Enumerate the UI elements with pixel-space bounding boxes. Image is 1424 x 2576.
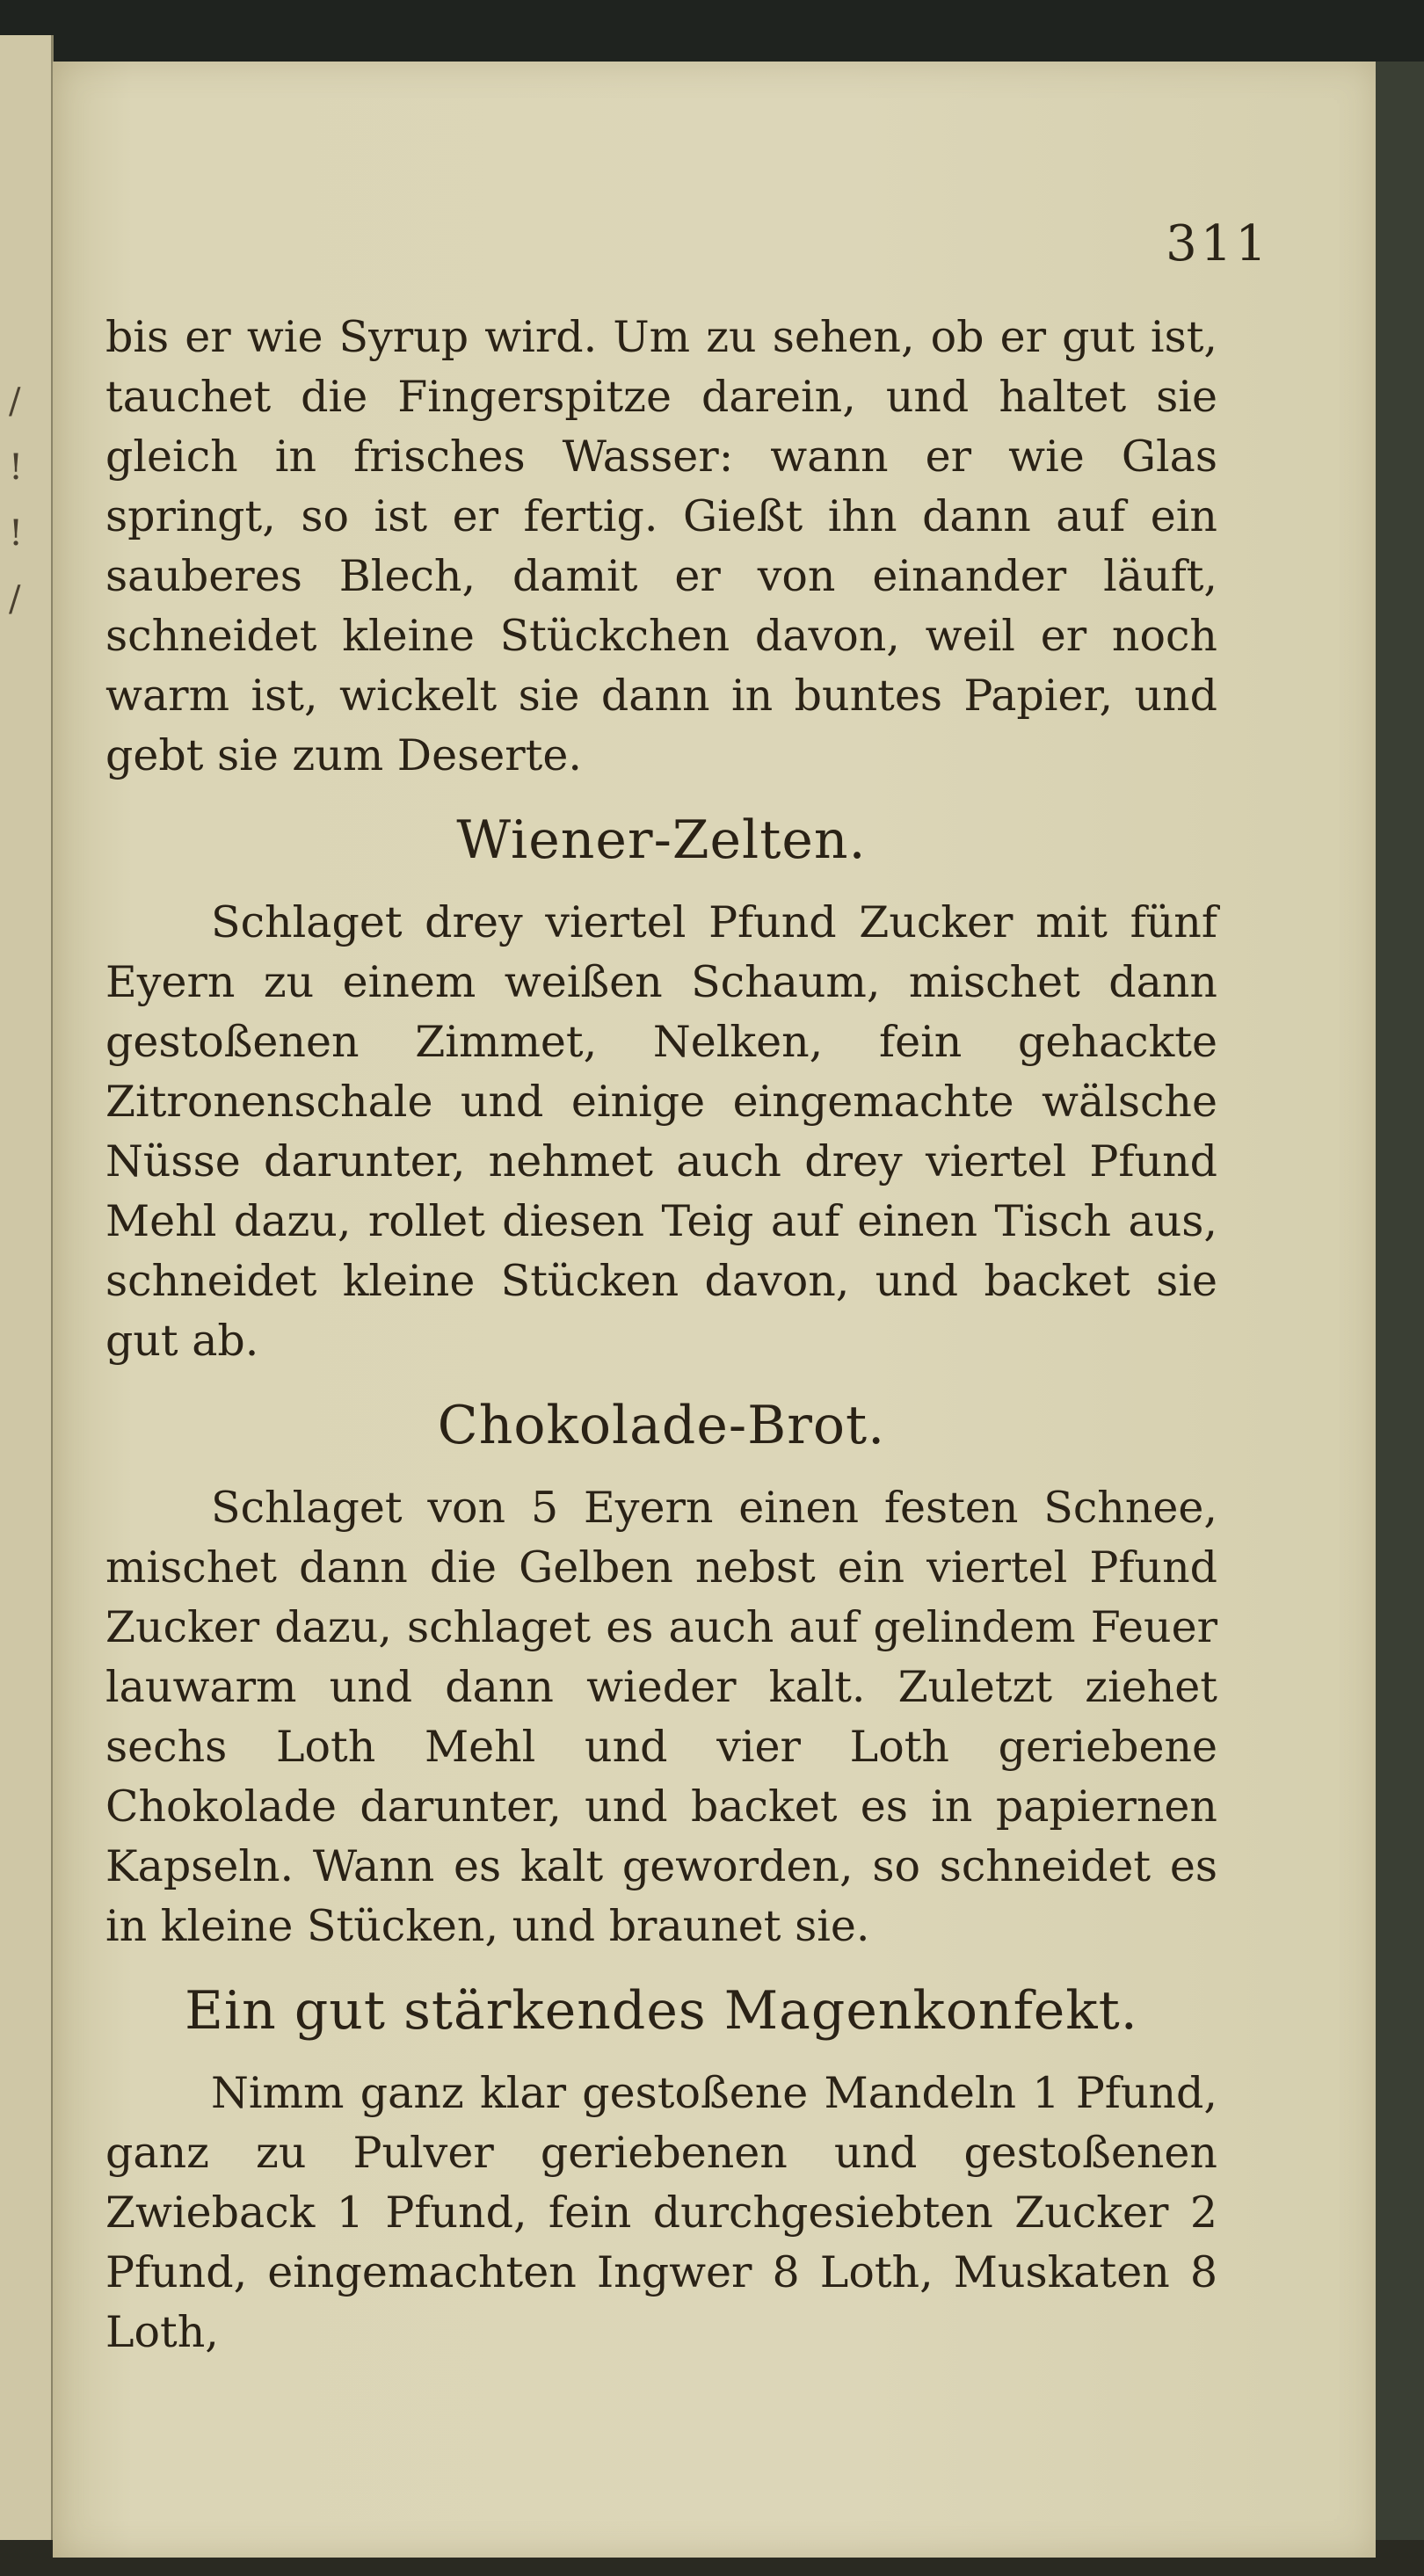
page-number: 311: [1166, 215, 1270, 272]
recipe-title-chokolade-brot: Chokolade-Brot.: [437, 1395, 886, 1456]
page-text: [105, 308, 1217, 2362]
facing-page-edge: [0, 35, 54, 2540]
paragraph-continuation: bis er wie Syrup wird. Um zu sehen, ob er gut ist, tauchet die Fingerspitze darein, und haltet sie gleich in frisches Wasser: wann er wie Glas springt, so ist er fertig. Gießt ihn dann auf ein sauberes Blech, damit er von einander läuft, schneidet kleine Stückchen davon, weil er noch warm ist, wickelt sie dann in buntes Papier, und gebt sie zum Deserte.: [105, 312, 1217, 780]
recipe-body-magenkonfekt: Nimm ganz klar gestoßene Mandeln 1 Pfund, ganz zu Pulver geriebenen und gestoßenen Zwieback 1 Pfund, fein durchgesiebten Zucker 2 Pfund, eingemachten Ingwer 8 Loth, Muskaten 8 Loth,: [105, 2068, 1217, 2357]
facing-page-marks: / ! ! /: [9, 381, 24, 620]
recipe-title-wiener-zelten: Wiener-Zelten.: [456, 809, 867, 871]
recipe-body-wiener-zelten: Schlaget drey viertel Pfund Zucker mit fünf Eyern zu einem weißen Schaum, mischet dann gestoßenen Zimmet, Nelken, fein gehackte Zitronenschale und einige eingemachte wälsche Nüsse darunter, nehmet auch drey viertel Pfund Mehl dazu, rollet diesen Teig auf einen Tisch aus, schneidet kleine Stücken davon, und backet sie gut ab.: [105, 897, 1217, 1366]
recipe-title-magenkonfekt: Ein gut stärkendes Magenkonfekt.: [185, 1980, 1138, 2042]
scan-right-edge: [1376, 62, 1424, 2540]
scan-top-strip: [0, 0, 1424, 70]
recipe-body-chokolade-brot: Schlaget von 5 Eyern einen festen Schnee, mischet dann die Gelben nebst ein viertel Pfund Zucker dazu, schlaget es auch auf gelindem Feuer lauwarm und dann wieder kalt. Zuletzt ziehet sechs Loth Mehl und vier Loth geriebene Chokolade darunter, und backet es in papiernen Kapseln. Wann es kalt geworden, so schneidet es in kleine Stücken, und braunet sie.: [105, 1483, 1217, 1951]
